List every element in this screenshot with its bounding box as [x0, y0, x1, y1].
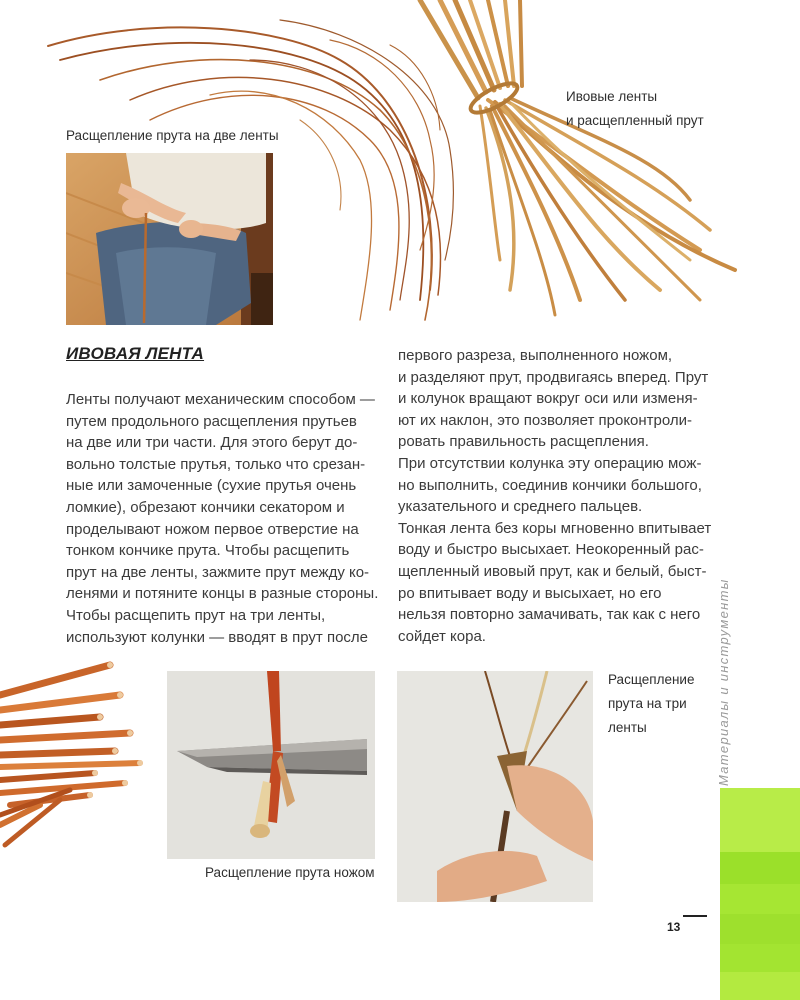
text-line: первого разреза, выполненного ножом, — [398, 347, 673, 364]
caption-willow-strips — [566, 85, 766, 133]
page-number-rule — [683, 915, 707, 917]
chapter-tab-active — [720, 788, 800, 852]
text-line: вольно толстые прутья, только что срезан- — [66, 455, 366, 473]
caption-split-three — [608, 668, 708, 740]
text-line: и разделяют прут, продвигаясь вперед. Прут — [398, 368, 709, 386]
text-line: сойдет кора. — [398, 627, 486, 645]
caption-line: Расщепление — [608, 672, 695, 687]
text-line: ровать правильность расщепления. — [398, 433, 649, 451]
text-line: используют колунки — вводят в прут после — [66, 628, 369, 646]
cut-willow-rods-illustration — [0, 655, 160, 855]
text-line: ные или замоченные (сухие прутья очень — [66, 477, 357, 495]
text-line: ро впитывает воду и высыхает, но его — [398, 584, 662, 602]
text-line: ломкие), обрезают кончики секатором и — [66, 498, 345, 516]
text-line: на две или три части. Для этого берут до- — [66, 434, 358, 452]
chapter-tab — [720, 972, 800, 1000]
text-line: путем продольного расщепления прутьев — [66, 412, 357, 430]
text-line: тонком кончике прута. Чтобы расщепить — [66, 542, 350, 560]
chapter-tab — [720, 944, 800, 972]
text-line: ют их наклон, это позволяет проконтроли- — [398, 411, 693, 429]
page-number: 13 — [667, 920, 681, 934]
text-line: ленями и потяните концы в разные стороны. — [66, 585, 379, 603]
text-line: прут на две ленты, зажмите прут между ко- — [66, 563, 370, 581]
caption-line: и расщепленный прут — [566, 113, 704, 128]
body-text-left-column — [66, 389, 379, 648]
section-heading: ИВОВАЯ ЛЕНТА — [66, 344, 205, 363]
text-line: но выполнить, соединив кончики большого, — [398, 476, 702, 494]
text-line: проделывают ножом первое отверстие на — [66, 520, 359, 538]
photo-splitting-three-strips — [397, 671, 593, 902]
chapter-tab — [720, 884, 800, 914]
text-line: Чтобы расщепить прут на три ленты, — [66, 606, 326, 624]
sidebar-vertical-label: Материалы и инструменты — [716, 578, 731, 786]
caption-line: прута на три — [608, 696, 687, 711]
caption-split-two: Расщепление прута на две ленты — [66, 128, 279, 143]
chapter-tab — [720, 852, 800, 884]
photo-splitting-two-strips — [66, 153, 273, 325]
text-line: воду и быстро высыхает. Неокоренный рас- — [398, 541, 704, 559]
text-line: указательного и среднего пальцев. — [398, 498, 643, 516]
text-line: щепленный ивовый прут, как и белый, быст- — [398, 562, 707, 580]
caption-line: ленты — [608, 720, 647, 735]
text-line: При отсутствии колунка эту операцию мож- — [398, 454, 702, 472]
caption-knife-splitting: Расщепление прута ножом — [205, 865, 375, 880]
caption-line: Ивовые ленты — [566, 89, 658, 104]
text-line: и колунок вращают вокруг оси или изменя- — [398, 390, 698, 408]
photo-knife-splitting — [167, 671, 375, 859]
body-text-right-column — [398, 345, 718, 647]
chapter-tab — [720, 914, 800, 944]
text-line: Ленты получают механическим способом — — [66, 391, 375, 408]
text-line: нельзя повторно замачивать, так как с него — [398, 606, 701, 624]
text-line: Тонкая лента без коры мгновенно впитывает — [398, 519, 712, 537]
